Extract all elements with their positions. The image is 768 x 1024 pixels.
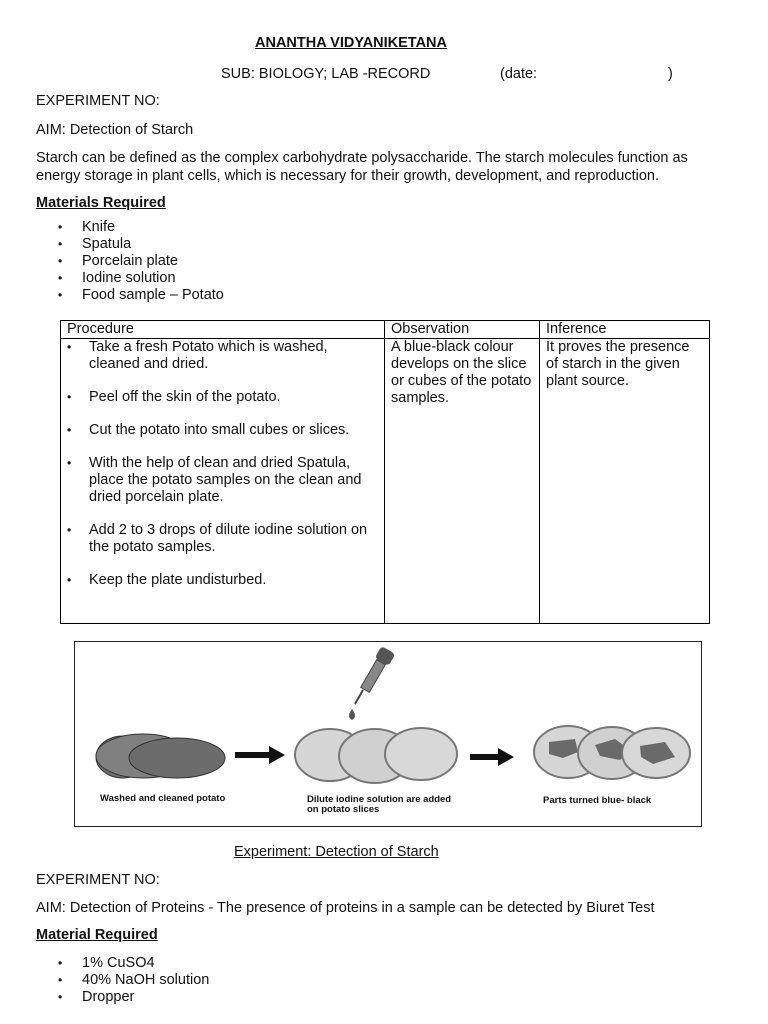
materials-heading-1: Materials Required xyxy=(36,195,166,211)
aim-proteins: AIM: Detection of Proteins - The presence of proteins in a sample can be detected by Biuret Test xyxy=(36,900,655,916)
header-procedure: Procedure xyxy=(61,321,385,339)
list-item: • 1% CuSO4 xyxy=(36,955,209,972)
stained-slices xyxy=(534,726,690,779)
procedure-step: • Keep the plate undisturbed. xyxy=(67,572,378,589)
list-item: • Knife xyxy=(36,219,224,236)
list-item: • Food sample – Potato xyxy=(36,287,224,304)
procedure-cell xyxy=(61,339,385,624)
experiment-number-2: EXPERIMENT NO: xyxy=(36,872,160,888)
procedure-step: • Add 2 to 3 drops of dilute iodine solution on the potato samples. xyxy=(67,522,378,556)
header-observation: Observation xyxy=(385,321,540,339)
starch-description: Starch can be defined as the complex carbohydrate polysaccharide. The starch molecules function as energy storage in plant cells, which is necessary for their growth, development, and reproduction. xyxy=(36,150,688,184)
inference-cell: It proves the presence of starch in the given plant source. xyxy=(540,339,710,624)
experiment-number-1: EXPERIMENT NO: xyxy=(36,93,160,109)
procedure-step: • Peel off the skin of the potato. xyxy=(67,389,378,406)
subject-line: SUB: BIOLOGY; LAB -RECORD xyxy=(221,66,431,82)
school-title: ANANTHA VIDYANIKETANA xyxy=(255,35,447,51)
figure-caption-potato: Washed and cleaned potato xyxy=(100,793,226,804)
list-item: • Spatula xyxy=(36,236,224,253)
arrow-icon xyxy=(235,746,285,764)
date-label: (date: xyxy=(500,66,538,82)
list-item: • Iodine solution xyxy=(36,270,224,287)
figure-caption-iodine: Dilute iodine solution are added xyxy=(307,794,452,805)
aim-starch: AIM: Detection of Starch xyxy=(36,122,194,138)
date-close: ) xyxy=(668,66,673,82)
materials-heading-2: Material Required xyxy=(36,927,158,943)
arrow-icon xyxy=(470,748,514,766)
list-item: • Dropper xyxy=(36,989,209,1006)
procedure-step: • Cut the potato into small cubes or slices. xyxy=(67,422,378,439)
dropper-icon xyxy=(349,646,395,720)
starch-test-figure xyxy=(74,641,702,827)
list-item: • Porcelain plate xyxy=(36,253,224,270)
procedure-table xyxy=(60,320,710,624)
procedure-step: • With the help of clean and dried Spatula, place the potato samples on the clean and dried porcelain plate. xyxy=(67,455,378,506)
table-row xyxy=(61,339,710,624)
figure-title: Experiment: Detection of Starch xyxy=(234,844,439,860)
materials-list-1 xyxy=(36,219,224,304)
observation-cell: A blue-black colour develops on the slice or cubes of the potato samples. xyxy=(385,339,540,624)
procedure-steps xyxy=(67,339,378,589)
potato-slices xyxy=(295,728,457,783)
whole-potatoes xyxy=(96,734,225,778)
table-header-row xyxy=(61,321,710,339)
materials-list-2 xyxy=(36,955,209,1006)
figure-caption-iodine-2: on potato slices xyxy=(307,804,380,815)
procedure-step: • Take a fresh Potato which is washed, cleaned and dried. xyxy=(67,339,378,373)
header-inference: Inference xyxy=(540,321,710,339)
list-item: • 40% NaOH solution xyxy=(36,972,209,989)
figure-caption-result: Parts turned blue- black xyxy=(543,795,652,806)
